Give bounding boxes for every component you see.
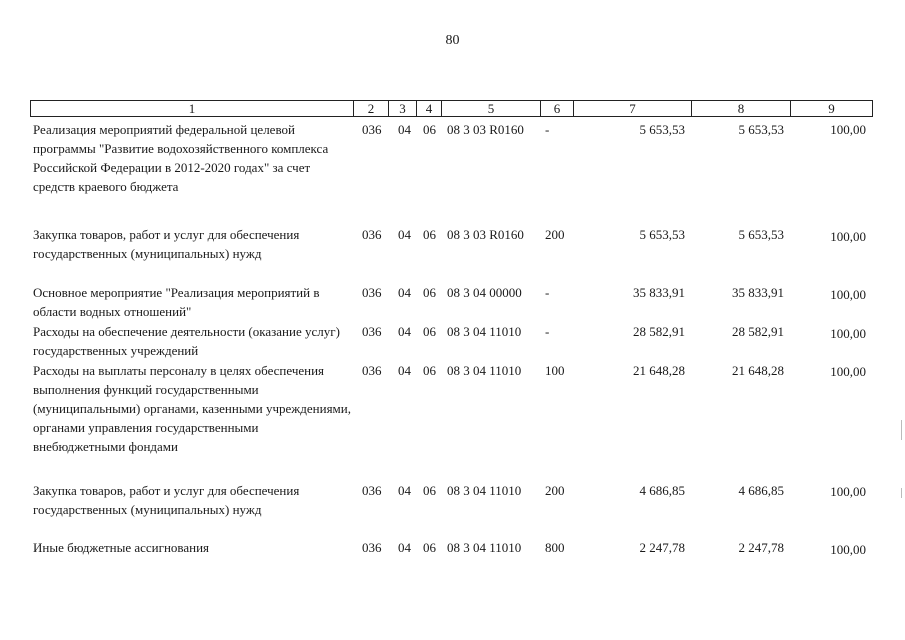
row-code-expense-type: - [545,122,550,137]
row-code-ministry: 036 [362,122,382,137]
row-code-expense-type: 200 [545,227,565,242]
row-code-ministry: 036 [362,227,382,242]
header-col-1: 1 [188,101,196,116]
scan-artifact [901,420,902,440]
header-col-4: 4 [416,101,441,116]
header-col-7: 7 [573,101,691,116]
header-col-9: 9 [790,101,872,116]
row-description: Основное мероприятие "Реализация мероприятий в области водных отношений" [33,285,320,319]
header-col-5: 5 [441,101,540,116]
row-percent: 100,00 [830,484,866,499]
row-code-subsection: 06 [423,324,436,339]
row-code-subsection: 06 [423,363,436,378]
row-percent: 100,00 [830,229,866,244]
row-amount-plan: 21 648,28 [633,363,685,378]
row-code-subsection: 06 [423,540,436,555]
row-code-section: 04 [398,324,411,339]
header-col-6: 6 [540,101,573,116]
row-amount-plan: 5 653,53 [639,227,685,242]
row-code-subsection: 06 [423,122,436,137]
page-number: 80 [445,33,460,48]
row-code-subsection: 06 [423,285,436,300]
row-percent: 100,00 [830,364,866,379]
row-description: Реализация мероприятий федеральной целевой программы "Развитие водохозяйственного комплекса Российской Федерации в 2012-2020 годах" за счет средств краевого бюджета [33,122,329,194]
row-code-target: 08 3 04 11010 [447,324,522,339]
row-amount-plan: 4 686,85 [639,483,685,498]
row-amount-actual: 4 686,85 [738,483,784,498]
row-code-section: 04 [398,483,411,498]
row-amount-actual: 2 247,78 [738,540,784,555]
row-code-ministry: 036 [362,483,382,498]
row-amount-plan: 2 247,78 [639,540,685,555]
row-description: Расходы на обеспечение деятельности (оказание услуг) государственных учреждений [33,324,340,358]
row-amount-plan: 5 653,53 [639,122,685,137]
row-description: Закупка товаров, работ и услуг для обеспечения государственных (муниципальных) нужд [33,483,300,517]
row-description: Иные бюджетные ассигнования [33,540,210,555]
row-code-section: 04 [398,285,411,300]
row-code-target: 08 3 04 11010 [447,363,522,378]
row-code-section: 04 [398,363,411,378]
row-code-target: 08 3 04 00000 [447,285,522,300]
row-code-ministry: 036 [362,324,382,339]
row-code-expense-type: 100 [545,363,565,378]
row-code-ministry: 036 [362,363,382,378]
row-description: Расходы на выплаты персоналу в целях обеспечения выполнения функций государственными (муниципальными) органами, казенными учреждениями, органами управления государственными внебюджетными фондами [33,363,351,454]
row-amount-plan: 28 582,91 [633,324,685,339]
row-amount-actual: 28 582,91 [732,324,784,339]
row-code-subsection: 06 [423,483,436,498]
row-code-section: 04 [398,122,411,137]
row-code-expense-type: 200 [545,483,565,498]
row-code-section: 04 [398,227,411,242]
row-code-section: 04 [398,540,411,555]
row-code-target: 08 3 03 R0160 [447,227,524,242]
scan-artifact [901,488,902,498]
row-amount-plan: 35 833,91 [633,285,685,300]
header-col-3: 3 [388,101,416,116]
row-code-expense-type: - [545,285,550,300]
row-percent: 100,00 [830,122,866,137]
row-percent: 100,00 [830,287,866,302]
row-percent: 100,00 [830,542,866,557]
row-code-target: 08 3 04 11010 [447,483,522,498]
row-code-target: 08 3 03 R0160 [447,122,524,137]
row-code-expense-type: - [545,324,550,339]
row-code-subsection: 06 [423,227,436,242]
row-code-ministry: 036 [362,540,382,555]
row-amount-actual: 35 833,91 [732,285,784,300]
row-code-expense-type: 800 [545,540,565,555]
row-amount-actual: 21 648,28 [732,363,784,378]
table-header [30,100,873,117]
row-code-ministry: 036 [362,285,382,300]
header-col-2: 2 [353,101,388,116]
header-col-8: 8 [691,101,790,116]
row-description: Закупка товаров, работ и услуг для обеспечения государственных (муниципальных) нужд [33,227,300,261]
row-amount-actual: 5 653,53 [738,227,784,242]
row-percent: 100,00 [830,326,866,341]
row-code-target: 08 3 04 11010 [447,540,522,555]
row-amount-actual: 5 653,53 [738,122,784,137]
